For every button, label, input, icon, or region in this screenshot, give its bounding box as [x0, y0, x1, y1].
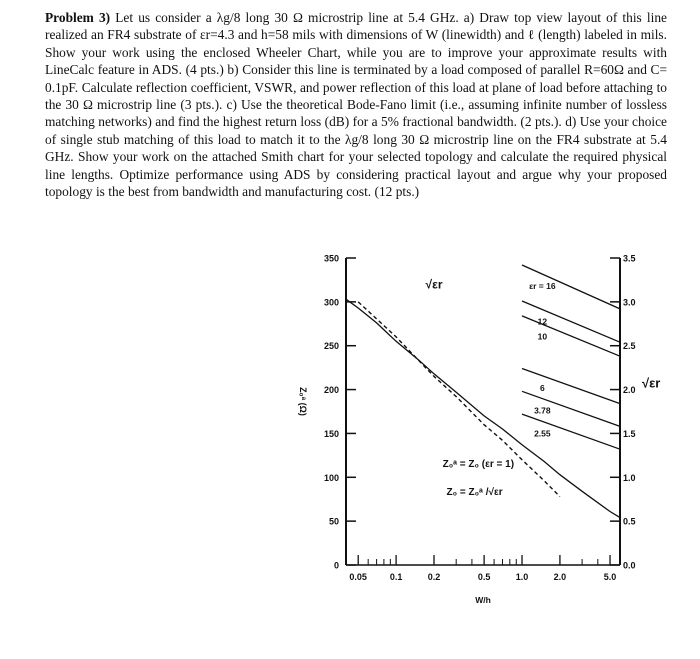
right-tick-label: 2.5 [623, 341, 636, 352]
x-tick-label: 0.2 [427, 572, 441, 582]
er-curve-line [522, 369, 620, 404]
x-tick-label: 0.05 [349, 572, 367, 582]
y-tick-label: 300 [323, 297, 339, 308]
right-tick-label: 2.0 [623, 385, 636, 396]
problem-statement [45, 9, 667, 200]
right-tick-label: 1.0 [623, 472, 636, 483]
y-tick-label: 150 [323, 428, 339, 439]
problem-label: Problem 3) [45, 10, 111, 25]
problem-text: Let us consider a λg/8 long 30 Ω microstrip line at 5.4 GHz. a) Draw top view layout of this line realized an FR4 substrate of εr=4.3 and h=58 mils with dimensions of W (linewidth) and ℓ (length) labeled in mils. Show your work using the enclosed Wheeler Chart, while you are to improve your approximate results with LineCalc feature in ADS. (4 pts.) b) Consider this line is terminated by a load composed of parallel R=60Ω and C= 0.1pF. Calculate reflection coefficient, VSWR, and power reflection of this load at plane of load before attaching to the 30 Ω microstrip line (3 pts.). c) Use the theoretical Bode-Fano limit (i.e., assuming infinite number of lossless matching networks) and find the highest return loss (dB) for a 5% fractional bandwidth. (2 pts.). d) Use your choice of single stub matching of this load to match it to the λg/8 long 30 Ω microstrip line on the FR4 substrate at 5.4 GHz. Show your work on the attached Smith chart for your selected topology and calculate the required physical line lengths. Optimize performance using ADS by considering practical layout and argue why your proposed topology is the best from bandwidth and manufacturing cost. (12 pts.) [45, 10, 667, 200]
right-tick-label: 3.0 [623, 297, 636, 308]
right-tick-label: 1.5 [623, 428, 636, 439]
right-axis-label: √εr [642, 375, 661, 391]
y-tick-label: 50 [328, 516, 339, 527]
x-tick-label: 0.1 [389, 572, 403, 582]
er-curve-label: εr = 16 [529, 281, 556, 292]
problem-paragraph [45, 9, 667, 200]
annotation-z0a: Z₀ᵃ = Z₀ (εr = 1) [442, 458, 515, 470]
annotation-z0: Z₀ = Z₀ᵃ /√εr [446, 486, 503, 498]
y-tick-label: 0 [333, 560, 339, 571]
sqrt-er-curve-label: √εr [425, 277, 443, 292]
y-axis-label: Z₀ᵃ (Ω) [298, 387, 308, 416]
er-curve-label: 10 [537, 331, 548, 342]
y-tick-label: 350 [323, 253, 339, 264]
er-curve-label: 6 [539, 382, 545, 393]
y-tick-label: 250 [323, 341, 339, 352]
x-tick-label: 5.0 [603, 572, 617, 582]
x-tick-label: 2.0 [553, 572, 567, 582]
x-tick-label: 1.0 [515, 572, 529, 582]
right-tick-label: 0.5 [623, 516, 636, 527]
right-tick-label: 3.5 [623, 253, 636, 264]
y-tick-label: 100 [323, 472, 339, 483]
er-curve-label: 2.55 [534, 428, 551, 439]
x-tick-label: 0.5 [477, 572, 491, 582]
er-curve-label: 12 [537, 316, 548, 327]
er-curve-label: 3.78 [534, 405, 551, 416]
wheeler-chart [288, 240, 683, 610]
z0a-curve-line [346, 299, 620, 517]
right-tick-label: 0.0 [623, 560, 636, 571]
y-tick-label: 200 [323, 385, 339, 396]
x-axis-label: W/h [475, 595, 491, 605]
